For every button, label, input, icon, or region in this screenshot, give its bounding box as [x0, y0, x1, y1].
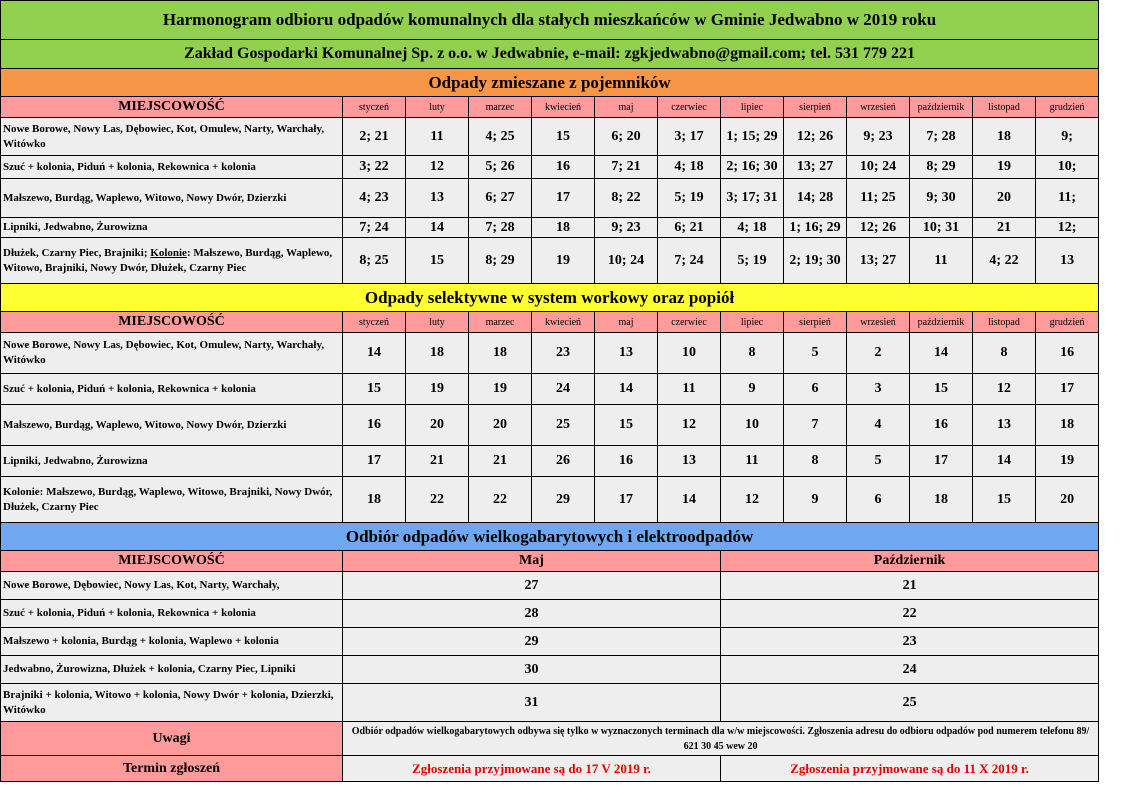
- date-cell: 4; 23: [343, 179, 406, 218]
- date-cell: 12: [973, 374, 1036, 405]
- date-cell: 23: [721, 628, 1099, 656]
- table-row: [1, 333, 1099, 374]
- date-cell: 8; 29: [469, 238, 532, 284]
- month-header: czerwiec: [658, 312, 721, 333]
- table-row: [1, 374, 1099, 405]
- table-row: [1, 684, 1099, 722]
- month-header: kwiecień: [532, 97, 595, 118]
- place-cell: Szuć + kolonia, Piduń + kolonia, Rekownica + kolonia: [1, 156, 343, 179]
- month-header-may: Maj: [343, 551, 721, 572]
- place-cell: Szuć + kolonia, Piduń + kolonia, Rekownica + kolonia: [1, 374, 343, 405]
- date-cell: 18: [343, 477, 406, 523]
- place-cell: Małszewo, Burdąg, Waplewo, Witowo, Nowy Dwór, Dzierzki: [1, 179, 343, 218]
- date-cell: 2; 21: [343, 118, 406, 156]
- date-cell: 7; 24: [658, 238, 721, 284]
- month-header: kwiecień: [532, 312, 595, 333]
- date-cell: 20: [973, 179, 1036, 218]
- date-cell: 9; 23: [847, 118, 910, 156]
- table-row: [1, 477, 1099, 523]
- table-row: [1, 179, 1099, 218]
- date-cell: 10; 24: [847, 156, 910, 179]
- date-cell: 18: [406, 333, 469, 374]
- date-cell: 10;: [1036, 156, 1099, 179]
- date-cell: 31: [343, 684, 721, 722]
- date-cell: 14: [343, 333, 406, 374]
- date-cell: 29: [343, 628, 721, 656]
- location-header: MIEJSCOWOŚĆ: [1, 312, 343, 333]
- date-cell: 18: [532, 218, 595, 238]
- date-cell: 14: [658, 477, 721, 523]
- place-cell: Szuć + kolonia, Piduń + kolonia, Rekownica + kolonia: [1, 600, 343, 628]
- date-cell: 24: [721, 656, 1099, 684]
- date-cell: 9: [721, 374, 784, 405]
- date-cell: 11: [658, 374, 721, 405]
- date-cell: 17: [595, 477, 658, 523]
- date-cell: 10: [658, 333, 721, 374]
- date-cell: 6; 20: [595, 118, 658, 156]
- date-cell: 21: [406, 446, 469, 477]
- place-text: : Małszewo, Burdąg, Waplewo, Witowo, Brajniki, Nowy Dwór, Dłużek, Czarny Piec: [3, 246, 333, 274]
- month-header: wrzesień: [847, 97, 910, 118]
- date-cell: 23: [532, 333, 595, 374]
- date-cell: 4; 18: [658, 156, 721, 179]
- date-cell: 4; 25: [469, 118, 532, 156]
- month-header: maj: [595, 97, 658, 118]
- month-header: czerwiec: [658, 97, 721, 118]
- month-header: maj: [595, 312, 658, 333]
- date-cell: 24: [532, 374, 595, 405]
- month-header: wrzesień: [847, 312, 910, 333]
- date-cell: 16: [343, 405, 406, 446]
- date-cell: 16: [910, 405, 973, 446]
- date-cell: 11: [910, 238, 973, 284]
- place-cell: [1, 238, 343, 284]
- date-cell: 15: [595, 405, 658, 446]
- date-cell: 19: [1036, 446, 1099, 477]
- date-cell: 12; 26: [784, 118, 847, 156]
- month-header: marzec: [469, 97, 532, 118]
- month-header: marzec: [469, 312, 532, 333]
- month-header: styczeń: [343, 312, 406, 333]
- date-cell: 14: [910, 333, 973, 374]
- date-cell: 7: [784, 405, 847, 446]
- date-cell: 27: [343, 572, 721, 600]
- table-row: [1, 656, 1099, 684]
- place-cell: Kolonie: Małszewo, Burdąg, Waplewo, Witowo, Brajniki, Nowy Dwór, Dłużek, Czarny Piec: [1, 477, 343, 523]
- date-cell: 9: [784, 477, 847, 523]
- date-cell: 17: [532, 179, 595, 218]
- month-header: listopad: [973, 312, 1036, 333]
- date-cell: 14: [595, 374, 658, 405]
- date-cell: 12; 26: [847, 218, 910, 238]
- remarks-text: Odbiór odpadów wielkogabarytowych odbywa się tylko w wyznaczonych terminach dla w/w miejscowości. Zgłoszenia adresu do odbioru odpadów pod numerem telefonu 89/ 621 30 45 wew 20: [343, 722, 1099, 756]
- month-header: luty: [406, 312, 469, 333]
- date-cell: 7; 28: [910, 118, 973, 156]
- date-cell: 8; 29: [910, 156, 973, 179]
- date-cell: 21: [973, 218, 1036, 238]
- date-cell: 6: [847, 477, 910, 523]
- date-cell: 15: [343, 374, 406, 405]
- date-cell: 3; 22: [343, 156, 406, 179]
- date-cell: 11: [721, 446, 784, 477]
- date-cell: 11;: [1036, 179, 1099, 218]
- date-cell: 17: [1036, 374, 1099, 405]
- date-cell: 15: [532, 118, 595, 156]
- date-cell: 19: [406, 374, 469, 405]
- date-cell: 14: [406, 218, 469, 238]
- date-cell: 8: [973, 333, 1036, 374]
- date-cell: 16: [532, 156, 595, 179]
- table-row: [1, 238, 1099, 284]
- date-cell: 3: [847, 374, 910, 405]
- table-row: [1, 156, 1099, 179]
- date-cell: 25: [721, 684, 1099, 722]
- document-subtitle: Zakład Gospodarki Komunalnej Sp. z o.o. w Jedwabnie, e-mail: zgkjedwabno@gmail.com; tel. 531 779 221: [1, 40, 1099, 69]
- date-cell: 6; 27: [469, 179, 532, 218]
- date-cell: 19: [973, 156, 1036, 179]
- date-cell: 4: [847, 405, 910, 446]
- remarks-label: Uwagi: [1, 722, 343, 756]
- date-cell: 12: [658, 405, 721, 446]
- month-header: sierpień: [784, 312, 847, 333]
- table-row: [1, 218, 1099, 238]
- date-cell: 5: [784, 333, 847, 374]
- date-cell: 5: [847, 446, 910, 477]
- date-cell: 1; 16; 29: [784, 218, 847, 238]
- table-row: [1, 446, 1099, 477]
- date-cell: 13: [1036, 238, 1099, 284]
- date-cell: 5; 26: [469, 156, 532, 179]
- section-title-mixed: Odpady zmieszane z pojemników: [1, 69, 1099, 97]
- date-cell: 18: [910, 477, 973, 523]
- date-cell: 5; 19: [721, 238, 784, 284]
- date-cell: 7; 28: [469, 218, 532, 238]
- place-cell: Brajniki + kolonia, Witowo + kolonia, Nowy Dwór + kolonia, Dzierzki, Witówko: [1, 684, 343, 722]
- section-title-selective: Odpady selektywne w system workowy oraz popiół: [1, 284, 1099, 312]
- date-cell: 13: [595, 333, 658, 374]
- date-cell: 11; 25: [847, 179, 910, 218]
- date-cell: 22: [721, 600, 1099, 628]
- date-cell: 18: [973, 118, 1036, 156]
- date-cell: 20: [406, 405, 469, 446]
- date-cell: 13: [973, 405, 1036, 446]
- place-cell: Jedwabno, Żurowizna, Dłużek + kolonia, Czarny Piec, Lipniki: [1, 656, 343, 684]
- date-cell: 30: [343, 656, 721, 684]
- month-header: listopad: [973, 97, 1036, 118]
- deadline-row: [1, 756, 1099, 782]
- date-cell: 9; 30: [910, 179, 973, 218]
- place-cell: Małszewo, Burdąg, Waplewo, Witowo, Nowy Dwór, Dzierzki: [1, 405, 343, 446]
- location-header: MIEJSCOWOŚĆ: [1, 97, 343, 118]
- date-cell: 14; 28: [784, 179, 847, 218]
- date-cell: 26: [532, 446, 595, 477]
- date-cell: 9;: [1036, 118, 1099, 156]
- date-cell: 16: [595, 446, 658, 477]
- date-cell: 8: [721, 333, 784, 374]
- date-cell: 2; 19; 30: [784, 238, 847, 284]
- date-cell: 12: [721, 477, 784, 523]
- date-cell: 11: [406, 118, 469, 156]
- place-cell: Nowe Borowe, Dębowiec, Nowy Las, Kot, Narty, Warchały,: [1, 572, 343, 600]
- date-cell: 10; 24: [595, 238, 658, 284]
- table-row: [1, 628, 1099, 656]
- deadline-label: Termin zgłoszeń: [1, 756, 343, 782]
- date-cell: 2: [847, 333, 910, 374]
- place-cell: Nowe Borowe, Nowy Las, Dębowiec, Kot, Omulew, Narty, Warchały, Witówko: [1, 333, 343, 374]
- date-cell: 20: [469, 405, 532, 446]
- date-cell: 13: [658, 446, 721, 477]
- place-cell: Nowe Borowe, Nowy Las, Dębowiec, Kot, Omulew, Narty, Warchały, Witówko: [1, 118, 343, 156]
- date-cell: 16: [1036, 333, 1099, 374]
- date-cell: 15: [910, 374, 973, 405]
- date-cell: 4; 22: [973, 238, 1036, 284]
- date-cell: 2; 16; 30: [721, 156, 784, 179]
- month-header: październik: [910, 312, 973, 333]
- date-cell: 29: [532, 477, 595, 523]
- date-cell: 10; 31: [910, 218, 973, 238]
- date-cell: 19: [532, 238, 595, 284]
- date-cell: 7; 24: [343, 218, 406, 238]
- deadline-october: Zgłoszenia przyjmowane są do 11 X 2019 r.: [721, 756, 1099, 782]
- date-cell: 22: [406, 477, 469, 523]
- date-cell: 13: [406, 179, 469, 218]
- month-header: lipiec: [721, 97, 784, 118]
- table-row: [1, 405, 1099, 446]
- date-cell: 12: [406, 156, 469, 179]
- date-cell: 22: [469, 477, 532, 523]
- date-cell: 18: [1036, 405, 1099, 446]
- month-header: grudzień: [1036, 97, 1099, 118]
- month-header-october: Październik: [721, 551, 1099, 572]
- date-cell: 20: [1036, 477, 1099, 523]
- place-cell: Lipniki, Jedwabno, Żurowizna: [1, 446, 343, 477]
- place-text: Dłużek, Czarny Piec, Brajniki;: [3, 246, 151, 259]
- section-title-bulky: Odbiór odpadów wielkogabarytowych i elektroodpadów: [1, 523, 1099, 551]
- date-cell: 21: [469, 446, 532, 477]
- date-cell: 8; 22: [595, 179, 658, 218]
- table-row: [1, 572, 1099, 600]
- date-cell: 9; 23: [595, 218, 658, 238]
- date-cell: 4; 18: [721, 218, 784, 238]
- date-cell: 8: [784, 446, 847, 477]
- date-cell: 25: [532, 405, 595, 446]
- month-header: luty: [406, 97, 469, 118]
- deadline-may: Zgłoszenia przyjmowane są do 17 V 2019 r.: [343, 756, 721, 782]
- date-cell: 28: [343, 600, 721, 628]
- date-cell: 17: [910, 446, 973, 477]
- date-cell: 15: [406, 238, 469, 284]
- date-cell: 15: [973, 477, 1036, 523]
- month-header: grudzień: [1036, 312, 1099, 333]
- date-cell: 18: [469, 333, 532, 374]
- date-cell: 10: [721, 405, 784, 446]
- date-cell: 5; 19: [658, 179, 721, 218]
- date-cell: 8; 25: [343, 238, 406, 284]
- date-cell: 13; 27: [847, 238, 910, 284]
- table-row: [1, 118, 1099, 156]
- date-cell: 17: [343, 446, 406, 477]
- table-row: [1, 600, 1099, 628]
- date-cell: 13; 27: [784, 156, 847, 179]
- place-cell: Małszewo + kolonia, Burdąg + kolonia, Waplewo + kolonia: [1, 628, 343, 656]
- date-cell: 1; 15; 29: [721, 118, 784, 156]
- date-cell: 14: [973, 446, 1036, 477]
- location-header: MIEJSCOWOŚĆ: [1, 551, 343, 572]
- date-cell: 21: [721, 572, 1099, 600]
- date-cell: 7; 21: [595, 156, 658, 179]
- month-header: październik: [910, 97, 973, 118]
- date-cell: 12;: [1036, 218, 1099, 238]
- date-cell: 19: [469, 374, 532, 405]
- date-cell: 6: [784, 374, 847, 405]
- place-cell: Lipniki, Jedwabno, Żurowizna: [1, 218, 343, 238]
- month-header: lipiec: [721, 312, 784, 333]
- date-cell: 6; 21: [658, 218, 721, 238]
- month-header: sierpień: [784, 97, 847, 118]
- month-header: styczeń: [343, 97, 406, 118]
- remarks-row: [1, 722, 1099, 756]
- date-cell: 3; 17; 31: [721, 179, 784, 218]
- place-text-underlined: Kolonie: [150, 246, 187, 259]
- document-title: Harmonogram odbioru odpadów komunalnych dla stałych mieszkańców w Gminie Jedwabno w 2019 roku: [1, 1, 1099, 40]
- date-cell: 3; 17: [658, 118, 721, 156]
